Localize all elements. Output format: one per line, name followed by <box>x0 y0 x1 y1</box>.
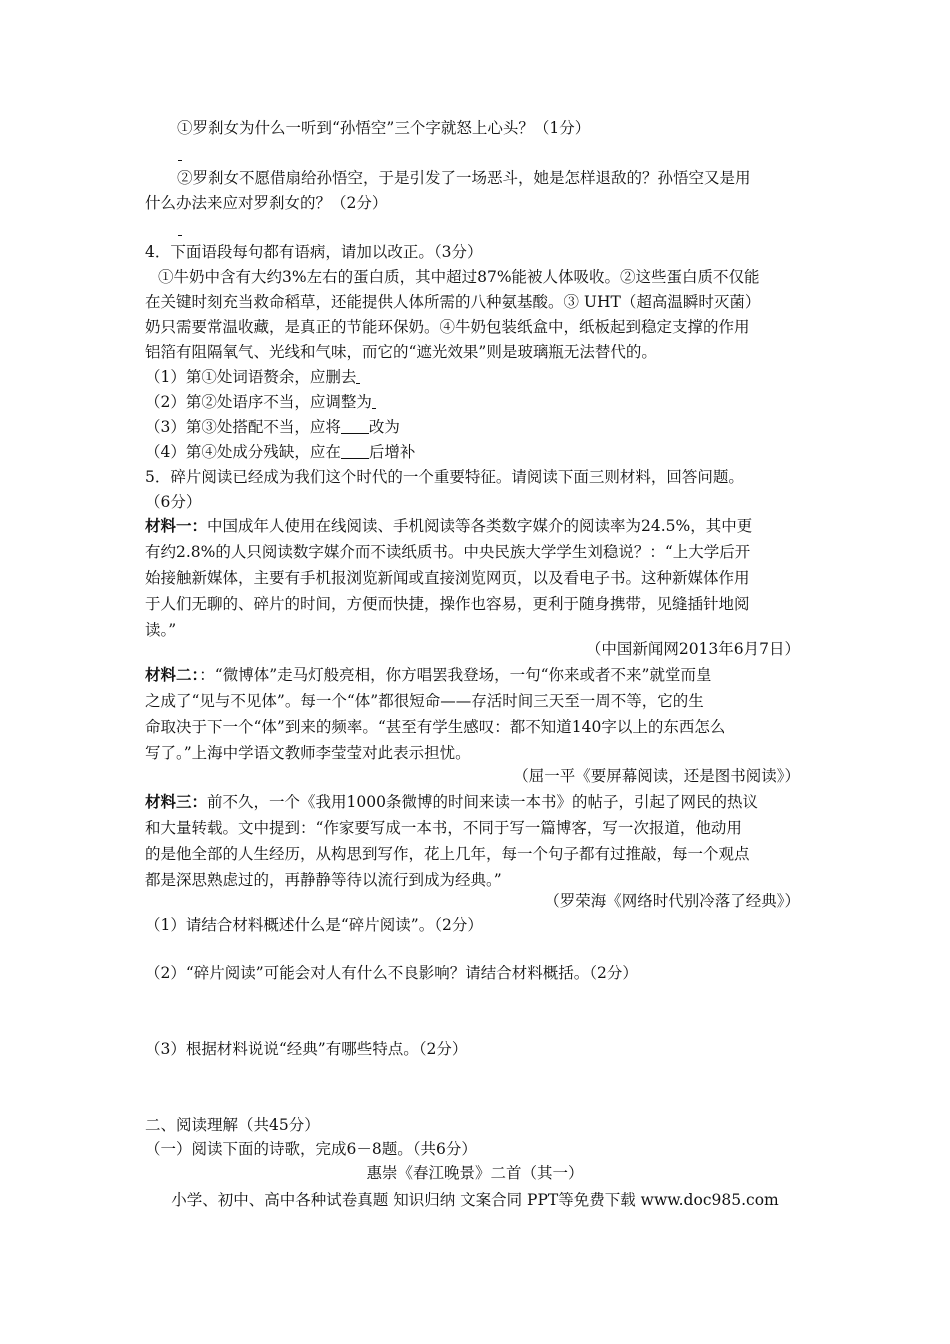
q3-sub1: ①罗刹女为什么一听到“孙悟空”三个字就怒上心头？（1分） <box>177 119 591 137</box>
answer-blank[interactable] <box>356 371 360 384</box>
material-2-source: （屈一平《要屏幕阅读，还是图书阅读》） <box>513 767 800 785</box>
q3-sub2-line1: ②罗刹女不愿借扇给孙悟空，于是引发了一场恶斗，她是怎样退敌的？孙悟空又是用 <box>177 169 751 187</box>
material-1-line3: 始接触新媒体，主要有手机报浏览新闻或直接浏览网页，以及看电子书。这种新媒体作用 <box>145 569 750 587</box>
q4-paragraph-line2: 在关键时刻充当救命稻草，还能提供人体所需的八种氨基酸。③ UHT（超高温瞬时灭菌） <box>145 293 761 311</box>
q4-answer-2 <box>145 391 376 413</box>
q5-sub3: （3）根据材料说说“经典”有哪些特点。（2分） <box>145 1040 468 1058</box>
answer-blank[interactable] <box>341 417 369 434</box>
q4-answer-4 <box>145 441 415 463</box>
q4-answer-3-post: 改为 <box>368 418 400 436</box>
material-2-text: ：“微博体”走马灯般亮相，你方唱罢我登场，一句“你来或者不来”就堂而皇 <box>199 666 712 684</box>
material-3-line2: 和大量转载。文中提到：“作家要写成一本书，不同于写一篇博客，写一次报道，他动用 <box>145 819 742 837</box>
q4-paragraph-line1: ①牛奶中含有大约3%左右的蛋白质，其中超过87%能被人体吸收。②这些蛋白质不仅能 <box>158 268 760 286</box>
section2-subtitle: （一）阅读下面的诗歌，完成6－8题。（共6分） <box>145 1140 477 1158</box>
material-2-line2: 之成了“见与不见体”。每一个“体”都很短命——存活时间三天至一周不等，它的生 <box>145 692 704 710</box>
q3-sub2-line2: 什么办法来应对罗刹女的？（2分） <box>145 194 388 212</box>
material-1-line2: 有约2.8%的人只阅读数字媒介而不读纸质书。中央民族大学学生刘稳说？：“上大学后开 <box>145 543 751 561</box>
poem-title: 惠崇《春江晚景》二首（其一） <box>366 1164 584 1182</box>
section2-title: 二、阅读理解（共45分） <box>145 1116 320 1134</box>
material-3-label: 材料三： <box>145 792 208 811</box>
material-1-source: （中国新闻网2013年6月7日） <box>585 640 800 658</box>
material-3-line4: 都是深思熟虑过的，再静静等待以流行到成为经典。” <box>145 871 502 889</box>
material-1-line1 <box>145 515 752 537</box>
answer-dash <box>178 160 182 161</box>
q5-sub2: （2）“碎片阅读”可能会对人有什么不良影响？请结合材料概括。（2分） <box>145 964 638 982</box>
material-3-line3: 的是他全部的人生经历，从构思到写作，花上几年，每一个句子都有过推敲，每一个观点 <box>145 845 750 863</box>
material-3-text: 前不久，一个《我用1000条微博的时间来读一本书》的帖子，引起了网民的热议 <box>207 793 758 811</box>
material-1-label: 材料一： <box>145 516 208 535</box>
q4-answer-4-pre: （4）第④处成分残缺，应在 <box>145 443 341 461</box>
q4-answer-1 <box>145 366 360 388</box>
q4-paragraph-line3: 奶只需要常温收藏，是真正的节能环保奶。④牛奶包装纸盒中，纸板起到稳定支撑的作用 <box>145 318 750 336</box>
q4-answer-2-text: （2）第②处语序不当，应调整为 <box>145 393 372 411</box>
material-1-text: 中国成年人使用在线阅读、手机阅读等各类数字媒介的阅读率为24.5%，其中更 <box>207 517 753 535</box>
answer-blank[interactable] <box>341 442 369 459</box>
material-3-source: （罗荣海《网络时代别冷落了经典》） <box>544 892 800 910</box>
q4-paragraph-line4: 铝箔有阻隔氧气、光线和气味，而它的“遮光效果”则是玻璃瓶无法替代的。 <box>145 343 657 361</box>
footer-text: 小学、初中、高中各种试卷真题 知识归纳 文案合同 PPT等免费下载 www.doc985.com <box>171 1191 779 1209</box>
q5-sub1: （1）请结合材料概述什么是“碎片阅读”。（2分） <box>145 916 483 934</box>
material-2-line3: 命取决于下一个“体”到来的频率。“甚至有学生感叹：都不知道140字以上的东西怎么 <box>145 718 726 736</box>
material-1-line4: 于人们无聊的、碎片的时间，方便而快捷，操作也容易，更利于随身携带，见缝插针地阅 <box>145 595 750 613</box>
q4-answer-3 <box>145 416 400 438</box>
material-3-line1 <box>145 791 758 813</box>
answer-blank[interactable] <box>372 396 376 409</box>
q5-title-line2: （6分） <box>145 493 202 511</box>
material-2-label: 材料二： <box>145 665 200 684</box>
material-2-line4: 写了。”上海中学语文教师李莹莹对此表示担忧。 <box>145 744 471 762</box>
q4-title: 4．下面语段每句都有语病，请加以改正。（3分） <box>145 243 483 261</box>
material-2-line1 <box>145 664 711 686</box>
q4-answer-3-pre: （3）第③处搭配不当，应将 <box>145 418 341 436</box>
material-1-line5: 读。” <box>145 621 177 639</box>
answer-dash <box>178 235 182 236</box>
q4-answer-4-post: 后增补 <box>368 443 416 461</box>
q5-title-line1: 5．碎片阅读已经成为我们这个时代的一个重要特征。请阅读下面三则材料，回答问题。 <box>145 468 744 486</box>
q4-answer-1-text: （1）第①处词语赘余，应删去 <box>145 368 357 386</box>
